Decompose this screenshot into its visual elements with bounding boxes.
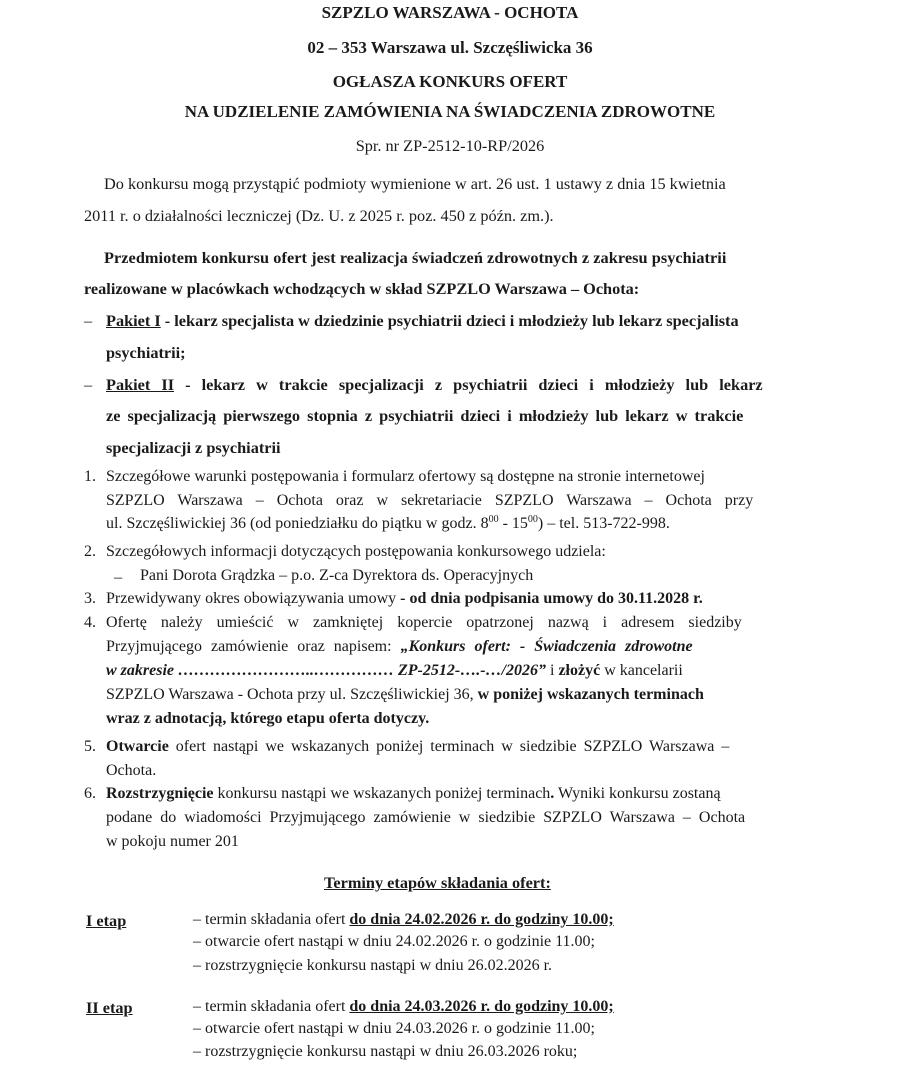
intro-line-1: [104, 174, 814, 194]
item-number: 3.: [84, 590, 96, 607]
period: .: [550, 785, 555, 802]
resolution-label: Rozstrzygnięcie: [106, 785, 214, 802]
package-name: Pakiet II: [106, 375, 175, 394]
item-text: wraz z adnotacją, którego etapu oferta dotyczy.: [106, 710, 430, 727]
envelope-label: „Konkurs ofert: - Świadczenia zdrowotne: [400, 638, 693, 655]
item-number: 4.: [84, 614, 96, 631]
subject-line-2: realizowane w placówkach wchodzących w skład SZPZLO Warszawa – Ochota:: [84, 279, 640, 298]
deadline-prefix: – termin składania ofert: [193, 998, 350, 1015]
results-text: Wyniki konkursu zostaną: [554, 785, 721, 802]
item-text: Ofertę należy umieścić w zamkniętej kopercie opatrzonej nazwą i adresem siedziby: [106, 614, 742, 631]
package-description: - lekarz w trakcie specjalizacji z psychiatrii dzieci i młodzieży lub lekarz: [185, 375, 763, 394]
office-hours-text: ul. Szczęśliwickiej 36 (od poniedziałku do piątku w godz. 8: [106, 515, 489, 532]
deadline-prefix: – termin składania ofert: [193, 911, 350, 928]
case-number: Spr. nr ZP-2512-10-RP/2026: [355, 136, 545, 155]
item-text: [106, 662, 683, 680]
schedule-title: Terminy etapów składania ofert:: [324, 873, 551, 892]
organization-name: SZPZLO WARSZAWA - OCHOTA: [321, 3, 579, 22]
stage-label: II etap: [86, 998, 133, 1017]
office-address: SZPZLO Warszawa - Ochota przy ul. Szczęśliwickiej 36,: [106, 686, 478, 703]
item-number: 1.: [84, 468, 96, 485]
dash-bullet: –: [114, 567, 123, 586]
item-text: Szczegółowych informacji dotyczących postępowania konkursowego udziela:: [106, 543, 606, 560]
package-name: Pakiet I: [106, 311, 161, 330]
organization-address: 02 – 353 Warszawa ul. Szczęśliwicka 36: [307, 38, 593, 57]
stage-opening: – otwarcie ofert nastąpi w dniu 24.02.2026 r. o godzinie 11.00;: [193, 933, 595, 950]
package-description-cont: ze specjalizacją pierwszego stopnia z psychiatrii dzieci i młodzieży lub lekarz w trakcie: [106, 406, 744, 425]
announcement-subject: NA UDZIELENIE ZAMÓWIENIA NA ŚWIADCZENIA ZDROWOTNE: [184, 102, 716, 121]
deadline-date: do dnia 24.03.2026 r. do godziny 10.00;: [349, 998, 614, 1015]
item-text: [106, 515, 670, 533]
item-text: podane do wiadomości Przyjmującego zamówienie w siedzibie SZPZLO Warszawa – Ochota: [106, 809, 746, 826]
stage-resolution: – rozstrzygnięcie konkursu nastąpi w dniu 26.03.2026 roku;: [193, 1043, 578, 1060]
item-text: [106, 785, 721, 803]
package-description-cont: specjalizacji z psychiatrii: [106, 438, 281, 457]
stage-resolution: – rozstrzygnięcie konkursu nastąpi w dniu 26.02.2026 r.: [193, 957, 553, 974]
stage-deadline: [193, 911, 614, 929]
package-description: - lekarz specjalista w dziedzinie psychiatrii dzieci i młodzieży lub lekarz specjalista: [164, 311, 739, 330]
submit-text: złożyć: [558, 662, 601, 679]
intro-line-2: 2011 r. o działalności leczniczej (Dz. U. z 2025 r. poz. 450 z późn. zm.).: [84, 206, 554, 225]
item-text: [106, 686, 704, 704]
item-text: Szczegółowe warunki postępowania i formularz ofertowy są dostępne na stronie internetowej: [106, 468, 705, 485]
resolution-text: konkursu nastąpi we wskazanych poniżej terminach: [213, 785, 551, 802]
item-text: [106, 738, 729, 756]
item-text: [106, 590, 703, 608]
item-text: w pokoju numer 201: [106, 833, 239, 850]
envelope-label-intro: Przyjmującego zamówienie oraz napisem:: [106, 638, 401, 655]
item-number: 5.: [84, 738, 96, 755]
item-number: 2.: [84, 543, 96, 560]
stage-label: I etap: [86, 911, 127, 930]
stage-opening: – otwarcie ofert nastąpi w dniu 24.03.2026 r. o godzinie 11.00;: [193, 1020, 595, 1037]
superscript: 00: [527, 514, 538, 525]
dash-bullet: –: [84, 375, 93, 394]
phone-text: ) – tel. 513-722-998.: [537, 515, 670, 532]
item-number: 6.: [84, 785, 96, 802]
office-text: w kancelarii: [600, 662, 683, 679]
item-text: Ochota.: [106, 762, 157, 779]
contact-person: Pani Dorota Grądzka – p.o. Z-ca Dyrektora ds. Operacyjnych: [140, 567, 534, 584]
item-text: [106, 638, 693, 656]
superscript: 00: [488, 514, 499, 525]
contract-period-label: Przewidywany okres obowiązywania umowy: [106, 590, 397, 607]
deadline-date: do dnia 24.02.2026 r. do godziny 10.00;: [349, 911, 614, 928]
opening-label: Otwarcie: [106, 738, 169, 755]
office-hours-text: - 15: [498, 515, 528, 532]
opening-text: ofert nastąpi we wskazanych poniżej terminach w siedzibie SZPZLO Warszawa –: [168, 738, 730, 755]
package-description-cont: psychiatrii;: [106, 343, 186, 362]
deadline-note: w poniżej wskazanych terminach: [477, 686, 704, 703]
subject-line-1: Przedmiotem konkursu ofert jest realizacja świadczeń zdrowotnych z zakresu psychiatrii: [104, 248, 727, 267]
envelope-label: w zakresie ……………………..…………… ZP-2512-….-…/2026”: [106, 662, 546, 679]
stage-deadline: [193, 998, 614, 1016]
item-text: SZPZLO Warszawa – Ochota oraz w sekretariacie SZPZLO Warszawa – Ochota przy: [106, 492, 754, 509]
connector-text: i: [545, 662, 559, 679]
contract-period-value: - od dnia podpisania umowy do 30.11.2028 r.: [396, 590, 703, 607]
intro-text-1: Do konkursu mogą przystąpić podmioty wymienione w art. 26 ust. 1 ustawy z dnia 15 kwietnia: [104, 174, 726, 193]
dash-bullet: –: [84, 311, 93, 330]
announcement-title: OGŁASZA KONKURS OFERT: [332, 72, 568, 91]
